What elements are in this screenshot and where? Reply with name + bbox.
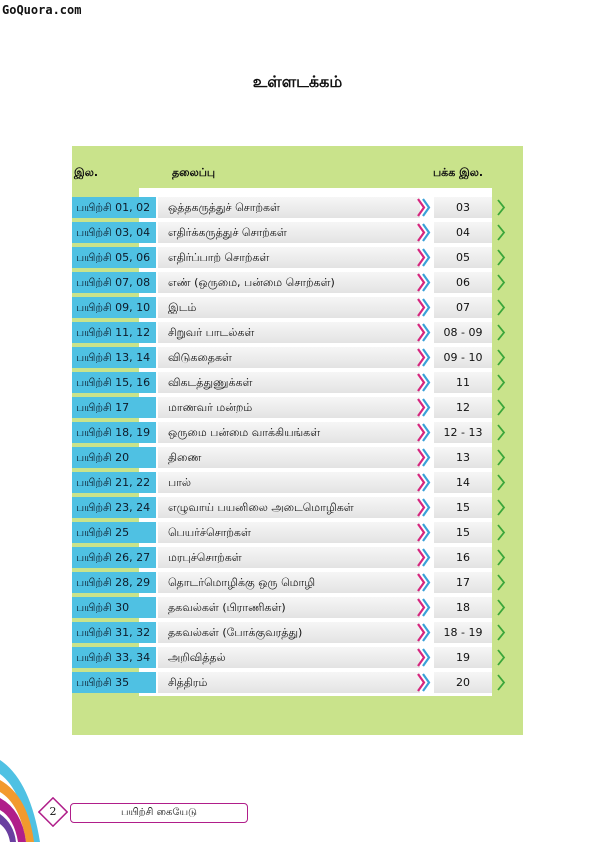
toc-row [72, 197, 523, 218]
toc-row-page: 12 - 13 [434, 422, 492, 443]
toc-row-title: விடுகதைகள் [158, 347, 420, 368]
chevron-right-icon [495, 499, 507, 516]
double-chevron-icon [416, 548, 432, 567]
toc-row [72, 547, 523, 568]
double-chevron-icon [416, 573, 432, 592]
chevron-right-icon [495, 449, 507, 466]
chevron-right-icon [495, 249, 507, 266]
toc-row-title: எதிர்க்கருத்துச் சொற்கள் [158, 222, 420, 243]
chevron-right-icon [495, 524, 507, 541]
double-chevron-icon [416, 623, 432, 642]
toc-row-title: சித்திரம் [158, 672, 420, 693]
toc-row-number: பயிற்சி 26, 27 [72, 547, 156, 568]
toc-row [72, 597, 523, 618]
toc-row [72, 572, 523, 593]
double-chevron-icon [416, 373, 432, 392]
chevron-right-icon [495, 649, 507, 666]
toc-row-page: 06 [434, 272, 492, 293]
toc-header-number: இல. [74, 166, 99, 179]
toc-row-page: 11 [434, 372, 492, 393]
toc-row [72, 647, 523, 668]
toc-row [72, 672, 523, 693]
double-chevron-icon [416, 348, 432, 367]
toc-row [72, 322, 523, 343]
toc-row-number: பயிற்சி 18, 19 [72, 422, 156, 443]
toc-row-number: பயிற்சி 21, 22 [72, 472, 156, 493]
chevron-right-icon [495, 199, 507, 216]
toc-row-page: 16 [434, 547, 492, 568]
toc-row-title: ஒத்தகருத்துச் சொற்கள் [158, 197, 420, 218]
chevron-right-icon [495, 399, 507, 416]
double-chevron-icon [416, 248, 432, 267]
toc-row [72, 497, 523, 518]
chevron-right-icon [495, 674, 507, 691]
toc-row-page: 07 [434, 297, 492, 318]
chevron-right-icon [495, 574, 507, 591]
toc-row-number: பயிற்சி 13, 14 [72, 347, 156, 368]
double-chevron-icon [416, 448, 432, 467]
toc-row-number: பயிற்சி 07, 08 [72, 272, 156, 293]
chevron-right-icon [495, 374, 507, 391]
chevron-right-icon [495, 224, 507, 241]
toc-row-number: பயிற்சி 03, 04 [72, 222, 156, 243]
chevron-right-icon [495, 624, 507, 641]
double-chevron-icon [416, 473, 432, 492]
toc-row-title: விகடத்துணுக்கள் [158, 372, 420, 393]
double-chevron-icon [416, 273, 432, 292]
toc-row-title: எதிர்ப்பாற் சொற்கள் [158, 247, 420, 268]
toc-row-number: பயிற்சி 33, 34 [72, 647, 156, 668]
chevron-right-icon [495, 349, 507, 366]
toc-row-number: பயிற்சி 23, 24 [72, 497, 156, 518]
toc-row-page: 15 [434, 497, 492, 518]
toc-row-number: பயிற்சி 25 [72, 522, 156, 543]
site-watermark: GoQuora.com [2, 3, 82, 17]
toc-row [72, 247, 523, 268]
toc-row-page: 12 [434, 397, 492, 418]
toc-row-page: 19 [434, 647, 492, 668]
toc-row [72, 372, 523, 393]
toc-row-number: பயிற்சி 01, 02 [72, 197, 156, 218]
toc-row-page: 17 [434, 572, 492, 593]
footer-label: பயிற்சி கையேடு [121, 807, 197, 818]
toc-row-number: பயிற்சி 28, 29 [72, 572, 156, 593]
toc-row-number: பயிற்சி 15, 16 [72, 372, 156, 393]
chevron-right-icon [495, 474, 507, 491]
toc-row-title: இடம் [158, 297, 420, 318]
double-chevron-icon [416, 523, 432, 542]
toc-row-page: 14 [434, 472, 492, 493]
toc-row-number: பயிற்சி 11, 12 [72, 322, 156, 343]
toc-row-page: 08 - 09 [434, 322, 492, 343]
toc-row-page: 18 - 19 [434, 622, 492, 643]
toc-row-title: பால் [158, 472, 420, 493]
toc-row [72, 622, 523, 643]
chevron-right-icon [495, 274, 507, 291]
toc-row-page: 15 [434, 522, 492, 543]
double-chevron-icon [416, 423, 432, 442]
toc-row [72, 222, 523, 243]
toc-header-page: பக்க இல. [433, 166, 484, 179]
page-title: உள்ளடக்கம் [252, 72, 343, 91]
toc-row-title: சிறுவர் பாடல்கள் [158, 322, 420, 343]
toc-row [72, 347, 523, 368]
toc-header-title: தலைப்பு [172, 166, 216, 179]
toc-row-number: பயிற்சி 31, 32 [72, 622, 156, 643]
toc-row-number: பயிற்சி 20 [72, 447, 156, 468]
chevron-right-icon [495, 299, 507, 316]
toc-row-title: அறிவித்தல் [158, 647, 420, 668]
toc-row-page: 04 [434, 222, 492, 243]
toc-row-title: மாணவர் மன்றம் [158, 397, 420, 418]
toc-row-page: 03 [434, 197, 492, 218]
toc-row-page: 18 [434, 597, 492, 618]
toc-row [72, 297, 523, 318]
toc-row-title: எழுவாய் பயனிலை அடைமொழிகள் [158, 497, 420, 518]
toc-row-number: பயிற்சி 09, 10 [72, 297, 156, 318]
double-chevron-icon [416, 223, 432, 242]
toc-row-number: பயிற்சி 05, 06 [72, 247, 156, 268]
chevron-right-icon [495, 424, 507, 441]
toc-row-title: தகவல்கள் (பிராணிகள்) [158, 597, 420, 618]
toc-row-title: எண் (ஒருமை, பன்மை சொற்கள்) [158, 272, 420, 293]
double-chevron-icon [416, 598, 432, 617]
toc-row-page: 20 [434, 672, 492, 693]
toc-row-page: 09 - 10 [434, 347, 492, 368]
toc-row-title: தொடர்மொழிக்கு ஒரு மொழி [158, 572, 420, 593]
toc-row-number: பயிற்சி 17 [72, 397, 156, 418]
toc-row-page: 13 [434, 447, 492, 468]
chevron-right-icon [495, 599, 507, 616]
toc-row-number: பயிற்சி 30 [72, 597, 156, 618]
double-chevron-icon [416, 673, 432, 692]
toc-row [72, 472, 523, 493]
chevron-right-icon [495, 324, 507, 341]
toc-row [72, 522, 523, 543]
toc-row-number: பயிற்சி 35 [72, 672, 156, 693]
page-number: 2 [49, 805, 57, 818]
toc-row-title: ஒருமை பன்மை வாக்கியங்கள் [158, 422, 420, 443]
toc-row [72, 272, 523, 293]
double-chevron-icon [416, 648, 432, 667]
double-chevron-icon [416, 498, 432, 517]
double-chevron-icon [416, 198, 432, 217]
double-chevron-icon [416, 398, 432, 417]
chevron-right-icon [495, 549, 507, 566]
toc-row-page: 05 [434, 247, 492, 268]
toc-row [72, 422, 523, 443]
toc-row-title: பெயர்ச்சொற்கள் [158, 522, 420, 543]
double-chevron-icon [416, 298, 432, 317]
toc-row-title: திணை [158, 447, 420, 468]
toc-row-title: மரபுச்சொற்கள் [158, 547, 420, 568]
toc-row-title: தகவல்கள் (போக்குவரத்து) [158, 622, 420, 643]
toc-row [72, 447, 523, 468]
toc-row [72, 397, 523, 418]
double-chevron-icon [416, 323, 432, 342]
